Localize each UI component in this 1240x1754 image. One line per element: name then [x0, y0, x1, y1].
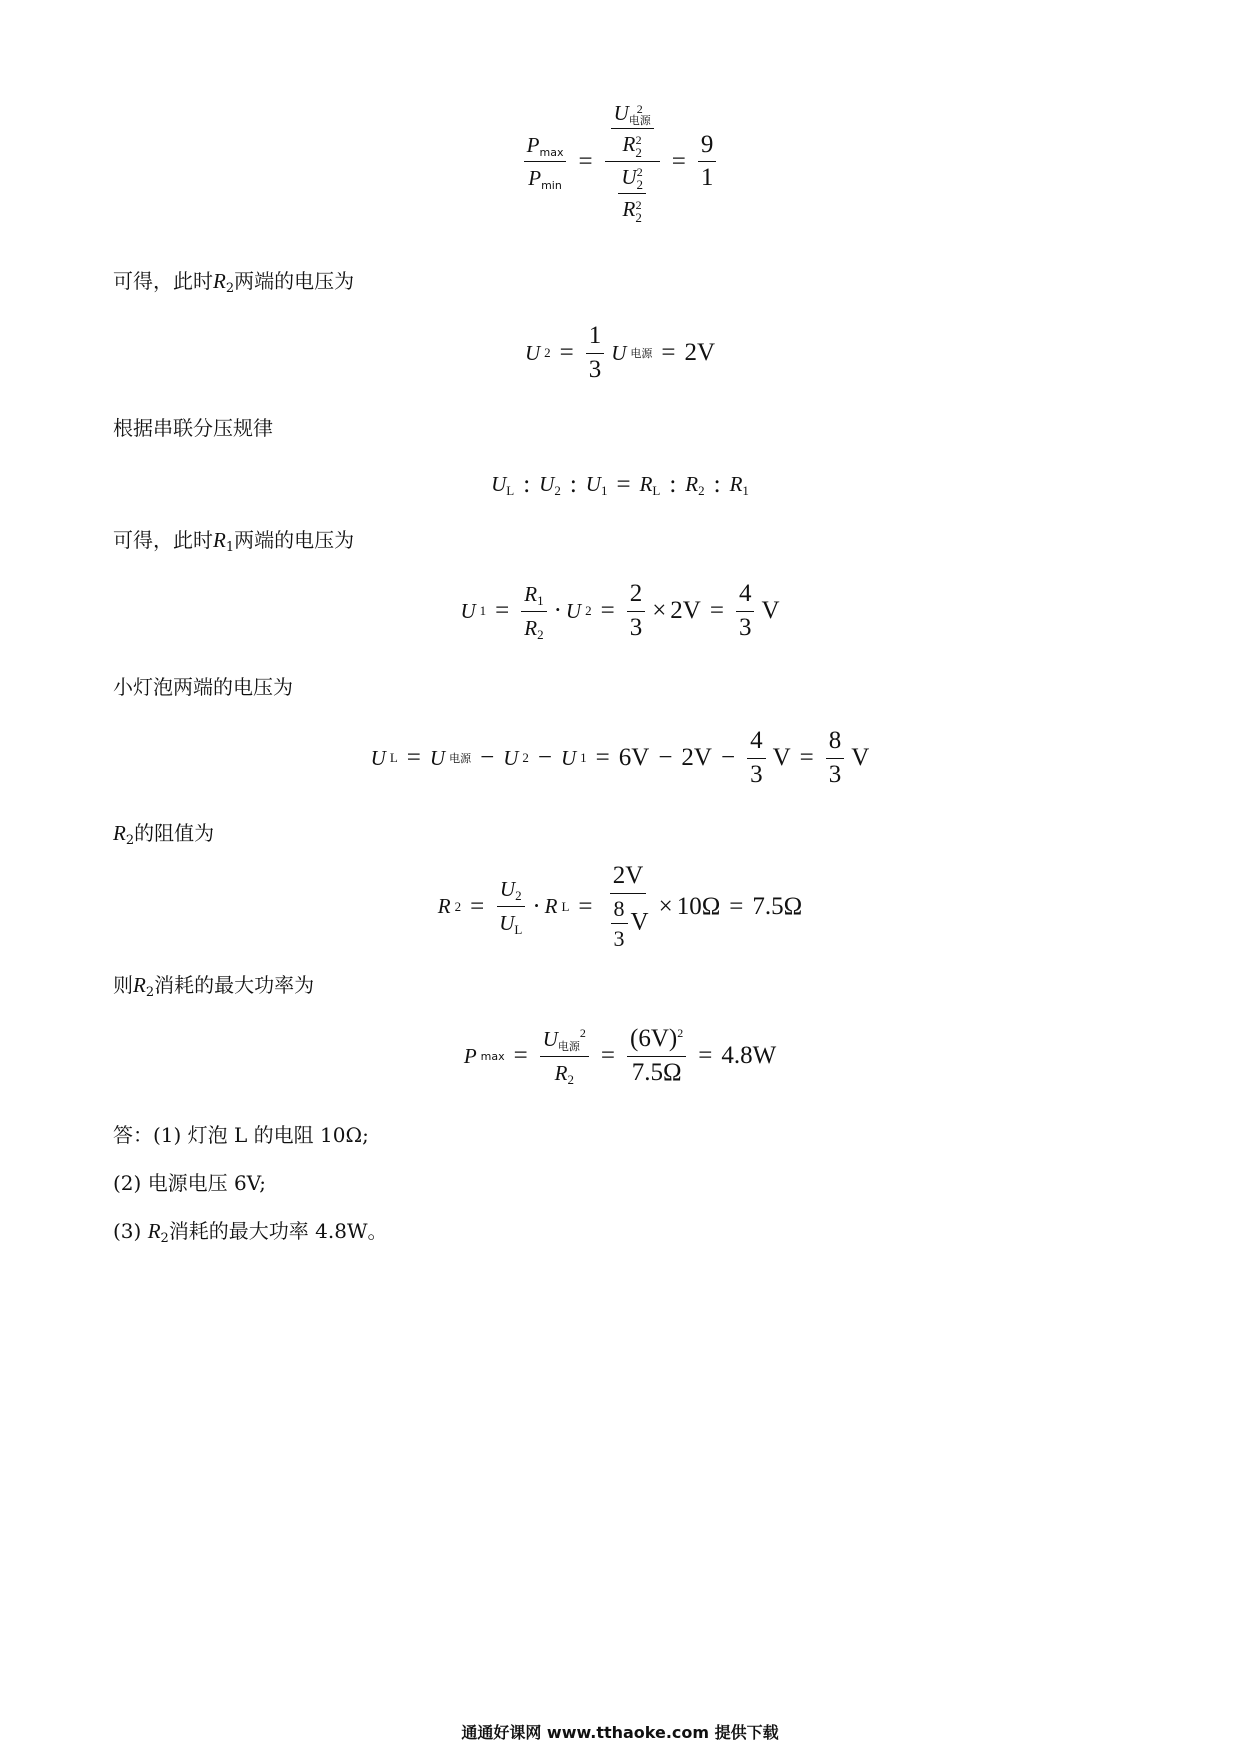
fraction-four-third: $\frac{4}{3}$ [747, 727, 766, 790]
text-line: $R_2$的阻值为 [113, 821, 215, 848]
page-footer: 通通好课网 www.tthaoke.com 提供下载 [461, 1723, 779, 1742]
answer-3: (3) $R_2$消耗的最大功率 4.8W。 [113, 1219, 388, 1246]
equation-power-ratio: $\frac{Pmax}{Pmin}$ = U 2 电源 R 2 2 U 2 2 R 2 2 = $\frac{9}{1}$ [0, 100, 1240, 224]
fraction-nine-one: $\frac{9}{1}$ [698, 131, 717, 194]
text-line: 可得，此时$R_2$两端的电压为 [113, 269, 355, 296]
fraction-usrc2-r2: $\frac{U电源^2}{R2}$ [540, 1025, 589, 1088]
answer-2: (2) 电源电压 6V; [113, 1171, 266, 1195]
equation-u1: U 1 = $\frac{R1}{R2}$ · U 2 = $\frac{2}{3}$ × 2V = $\frac{4}{3}$ V [460, 580, 780, 642]
equation-r2: R 2 = $\frac{U2}{UL}$ · R L = 2V $\frac{8}{3}$ V × 10Ω = 7.5Ω [437, 862, 803, 952]
equation-pmax: P max = $\frac{U电源^2}{R2}$ = $\frac{(6V)^2}{7.5\Omega}$ = 4.8W [463, 1025, 777, 1087]
fraction-6v2-7-5ohm: $\frac{(6V)^2}{7.5\Omega}$ [627, 1025, 686, 1088]
fraction-pmax-pmin: $\frac{Pmax}{Pmin}$ [524, 131, 567, 194]
fraction-eight-third: $\frac{8}{3}$ [826, 727, 845, 790]
equation-ratio: UL : U2 : U1 = RL : R2 : R1 [491, 470, 749, 498]
equation-u2: U 2 = $\frac{1}{3}$ U 电源 = 2V [524, 322, 716, 383]
equation-ul: U L = U 电源 − U 2 − U 1 = 6V − 2V − $\frac{4}{3}$ V = $\frac{8}{3}$ V [370, 727, 870, 788]
answer-1: 答：(1) 灯泡 L 的电阻 10Ω; [113, 1123, 369, 1147]
fraction-u2-ul: $\frac{U2}{UL}$ [496, 875, 525, 938]
text-line: 则$R_2$消耗的最大功率为 [113, 973, 315, 1000]
fraction-r1-r2: $\frac{R1}{R2}$ [521, 580, 546, 643]
text-line: 根据串联分压规律 [113, 416, 273, 440]
text-line: 可得，此时$R_1$两端的电压为 [113, 528, 355, 555]
fraction-four-third: $\frac{4}{3}$ [736, 580, 755, 643]
compound-fraction: U 2 电源 R 2 2 U 2 2 R 2 2 [605, 100, 660, 224]
text-line: 小灯泡两端的电压为 [113, 675, 293, 699]
fraction-one-third: $\frac{1}{3}$ [586, 322, 605, 385]
fraction-2v-over-8-3v: 2V $\frac{8}{3}$ V [605, 862, 652, 951]
fraction-two-third: $\frac{2}{3}$ [627, 580, 646, 643]
